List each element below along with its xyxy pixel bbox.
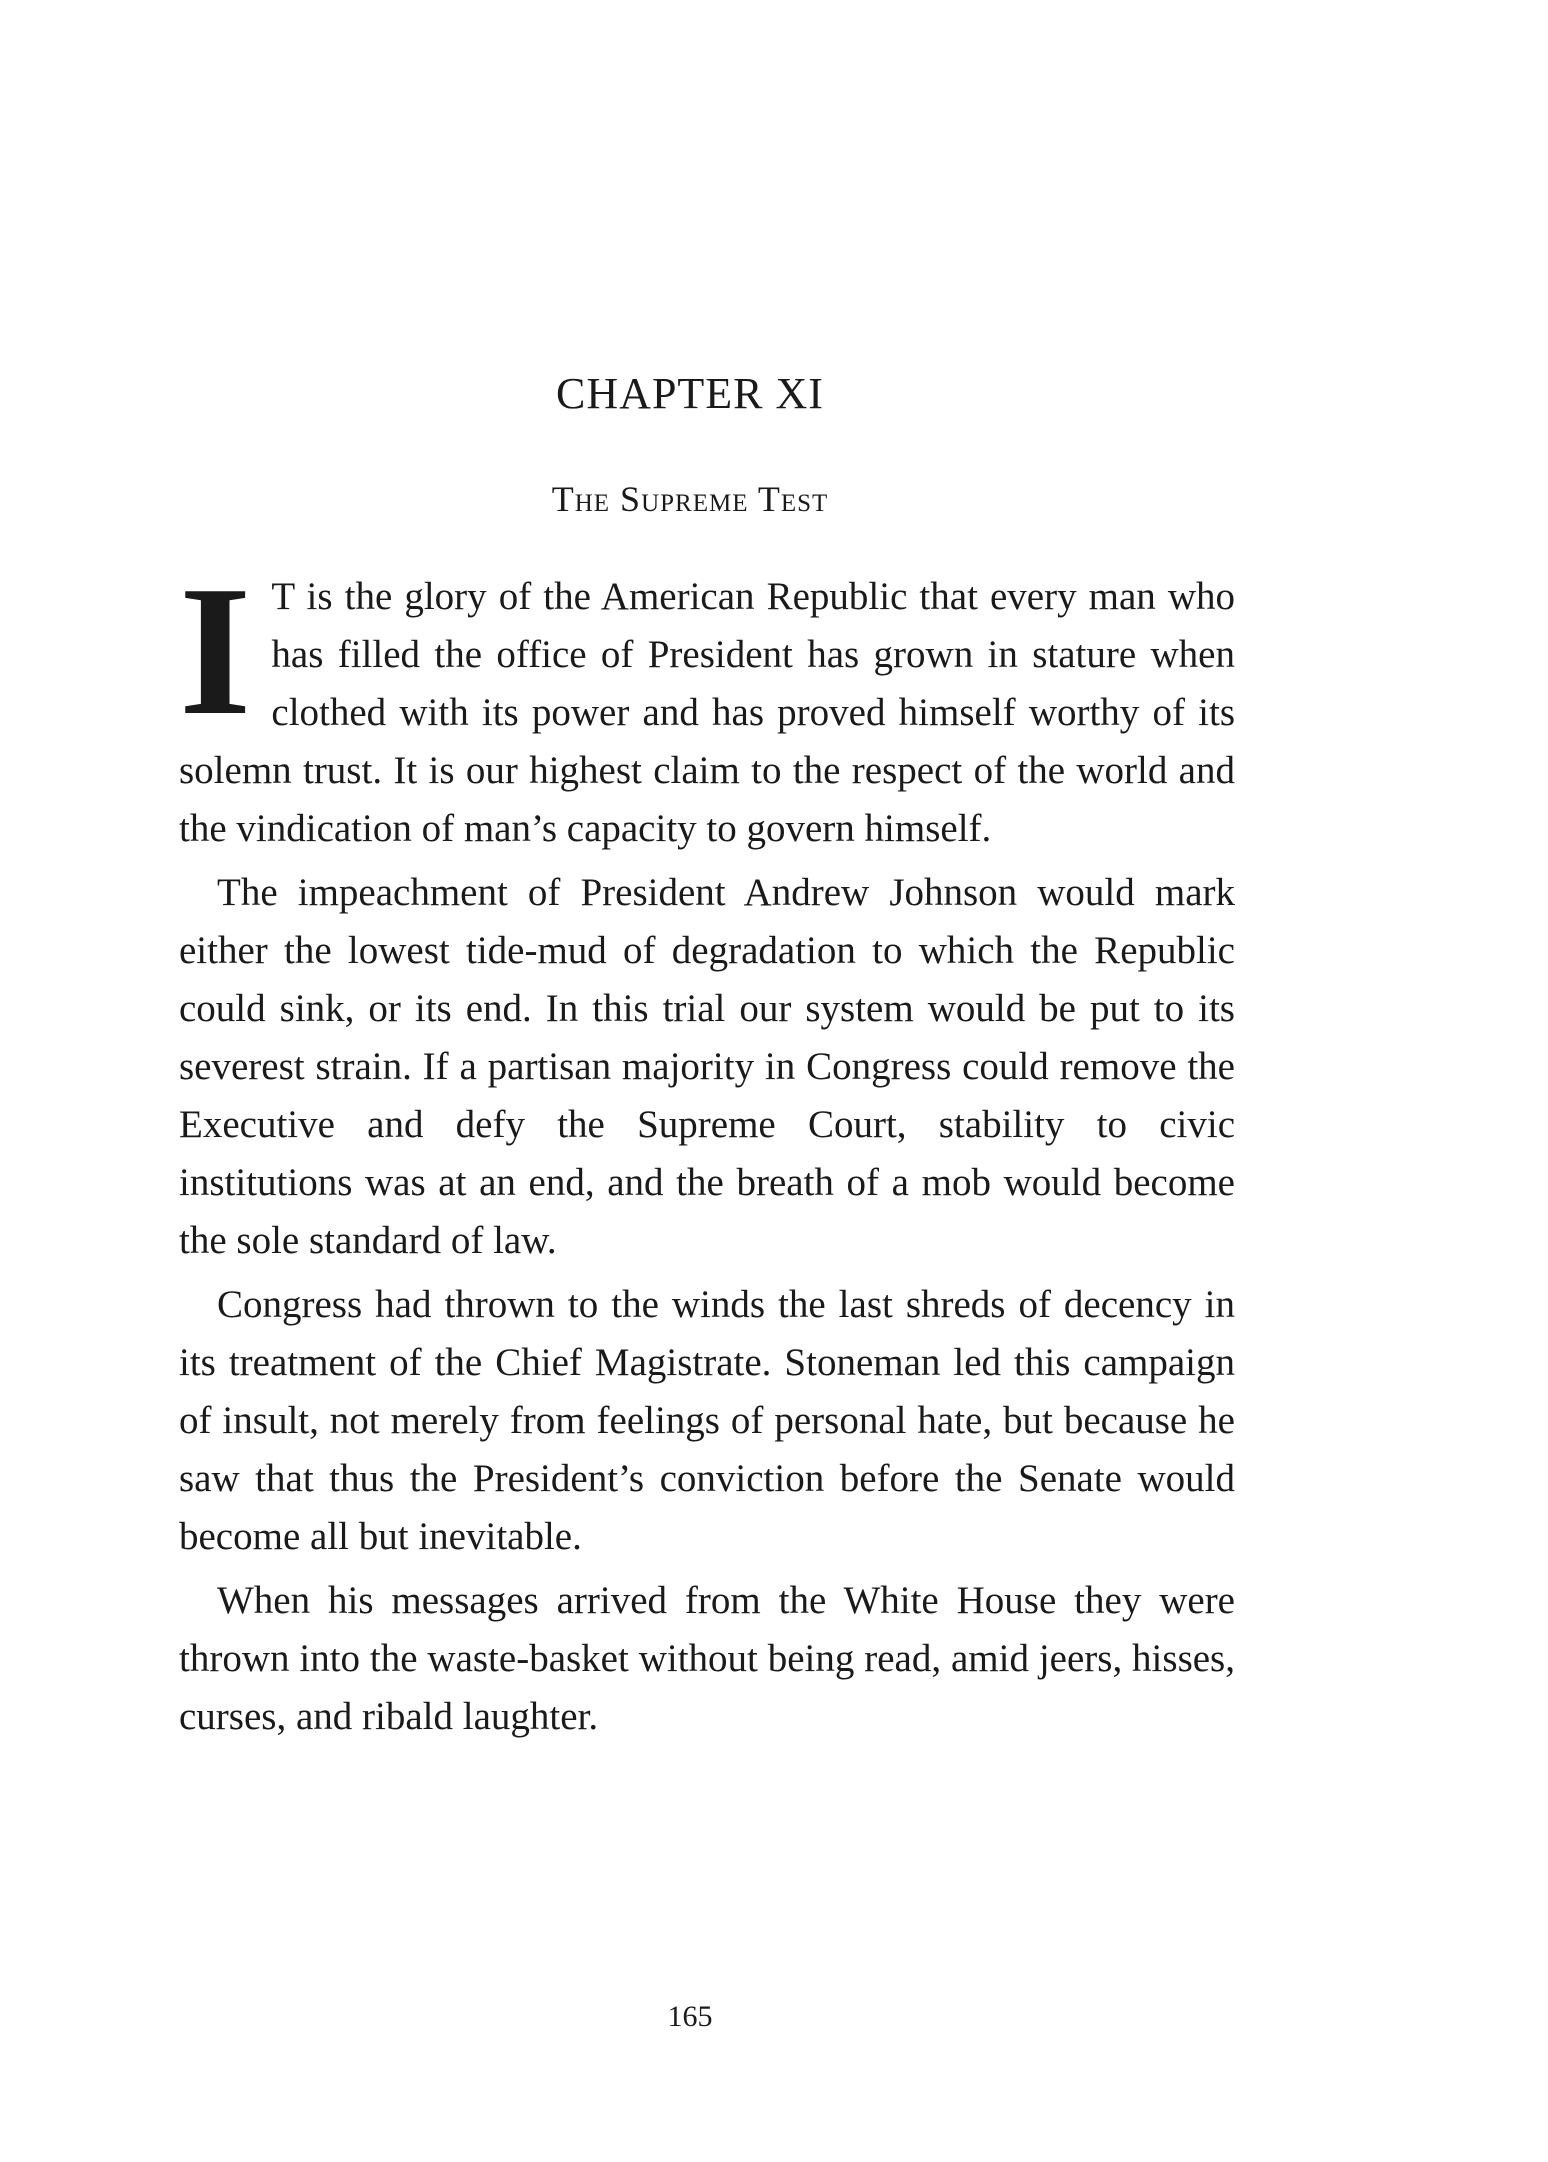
drop-cap: I [179,548,252,754]
chapter-body [179,548,1235,1752]
paragraph-1 [179,548,1235,858]
paragraph-3: Congress had thrown to the winds the last shreds of decency in its treatment of the Chief Magistrate. Stoneman led this campaign of insult, not merely from feelings of personal hate, but because he saw that thus the President’s conviction before the Senate would become all but inevitable. [179,1283,1235,1558]
page-number: 165 [667,2000,713,2033]
paragraph-2: The impeachment of President Andrew Johnson would mark either the lowest tide-mud of degradation to which the Republic could sink, or its end. In this trial our system would be put to its severest strain. If a partisan majority in Congress could remove the Executive and defy the Supreme Court, stability to civic institutions was at an end, and the breath of a mob would become the sole standard of law. [179,871,1235,1262]
chapter-subtitle: The Supreme Test [551,479,829,519]
paragraph-1-text: T is the glory of the American Republic that every man who has filled the office of President has grown in stature when clothed with its power and has proved himself worthy of its solemn trust. It is our highest claim to the respect of the world and the vindication of man’s capacity to govern himself. [179,575,1235,850]
paragraph-4: When his messages arrived from the White House they were thrown into the waste-basket without being read, amid jeers, hisses, curses, and ribald laughter. [179,1579,1235,1738]
chapter-title: CHAPTER XI [556,369,824,418]
